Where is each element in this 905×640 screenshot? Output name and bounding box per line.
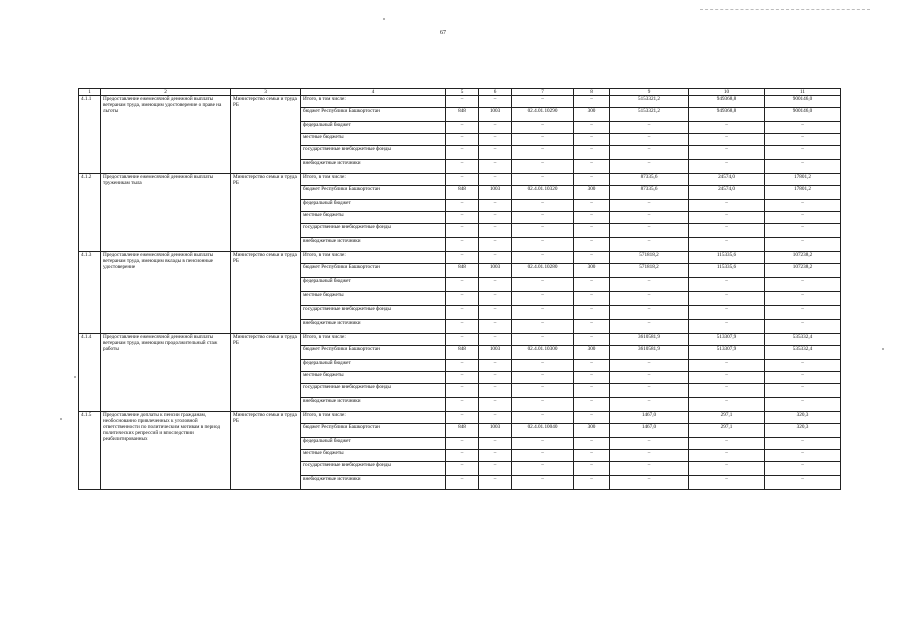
cell-col7: – xyxy=(512,372,574,384)
scan-speck xyxy=(882,348,884,350)
funding-source: государственные внебюджетные фонды xyxy=(301,462,446,476)
cell-col10: – xyxy=(689,320,765,334)
measure-executor: Министерство семьи и труда РБ xyxy=(231,412,301,490)
cell-col8: – xyxy=(574,320,610,334)
column-header: 10 xyxy=(689,89,765,96)
cell-col11: 535332,4 xyxy=(765,334,841,346)
cell-col9: 1467,0 xyxy=(610,412,689,424)
cell-col11: 17801,2 xyxy=(765,186,841,200)
funding-source: государственные внебюджетные фонды xyxy=(301,146,446,160)
funding-source: бюджет Республики Башкортостан xyxy=(301,108,446,122)
cell-col8: – xyxy=(574,224,610,238)
cell-col11: 320,3 xyxy=(765,424,841,438)
cell-col9: – xyxy=(610,278,689,292)
cell-col5: – xyxy=(446,384,479,398)
cell-col5: – xyxy=(446,174,479,186)
cell-col11: – xyxy=(765,384,841,398)
cell-col8: – xyxy=(574,238,610,252)
cell-col5: – xyxy=(446,372,479,384)
cell-col8: – xyxy=(574,384,610,398)
table-row xyxy=(79,252,841,264)
cell-col5: 848 xyxy=(446,186,479,200)
cell-col10: 949368,8 xyxy=(689,96,765,108)
cell-col9: – xyxy=(610,122,689,134)
funding-source: бюджет Республики Башкортостан xyxy=(301,186,446,200)
funding-source: федеральный бюджет xyxy=(301,200,446,212)
funding-source: внебюджетные источники xyxy=(301,238,446,252)
cell-col9: – xyxy=(610,200,689,212)
table-row xyxy=(79,96,841,108)
cell-col10: – xyxy=(689,278,765,292)
cell-col6: – xyxy=(479,134,512,146)
cell-col7: – xyxy=(512,306,574,320)
column-header: 5 xyxy=(446,89,479,96)
cell-col6: 1003 xyxy=(479,424,512,438)
cell-col6: – xyxy=(479,252,512,264)
cell-col11: – xyxy=(765,306,841,320)
cell-col6: – xyxy=(479,372,512,384)
measure-executor: Министерство семьи и труда РБ xyxy=(231,252,301,334)
cell-col9: – xyxy=(610,212,689,224)
cell-col8: – xyxy=(574,438,610,450)
cell-col7: – xyxy=(512,292,574,306)
cell-col9: – xyxy=(610,360,689,372)
cell-col7: 02.4.01.10280 xyxy=(512,264,574,278)
cell-col8: 300 xyxy=(574,346,610,360)
cell-col5: – xyxy=(446,438,479,450)
cell-col10: 513307,9 xyxy=(689,346,765,360)
cell-col10: – xyxy=(689,122,765,134)
table-row xyxy=(79,174,841,186)
cell-col5: – xyxy=(446,360,479,372)
cell-col6: – xyxy=(479,384,512,398)
cell-col10: – xyxy=(689,134,765,146)
cell-col5: – xyxy=(446,252,479,264)
funding-source: внебюджетные источники xyxy=(301,320,446,334)
cell-col11: – xyxy=(765,122,841,134)
cell-col11: 535332,4 xyxy=(765,346,841,360)
cell-col9: – xyxy=(610,224,689,238)
cell-col11: – xyxy=(765,372,841,384)
cell-col7: – xyxy=(512,134,574,146)
cell-col10: – xyxy=(689,292,765,306)
cell-col9: – xyxy=(610,476,689,490)
cell-col7: – xyxy=(512,252,574,264)
cell-col10: 949368,8 xyxy=(689,108,765,122)
cell-col9: 87335,6 xyxy=(610,174,689,186)
cell-col7: – xyxy=(512,334,574,346)
cell-col10: – xyxy=(689,476,765,490)
funding-source: внебюджетные источники xyxy=(301,160,446,174)
cell-col11: 900146,0 xyxy=(765,108,841,122)
cell-col5: – xyxy=(446,292,479,306)
cell-col9: – xyxy=(610,372,689,384)
column-header: 9 xyxy=(610,89,689,96)
cell-col5: – xyxy=(446,238,479,252)
cell-col10: – xyxy=(689,438,765,450)
cell-col9: 5153321,2 xyxy=(610,108,689,122)
scan-speck xyxy=(60,418,62,420)
measure-executor: Министерство семьи и труда РБ xyxy=(231,96,301,174)
column-header: 3 xyxy=(231,89,301,96)
cell-col5: – xyxy=(446,146,479,160)
measure-code: 4.1.4 xyxy=(79,334,101,412)
cell-col6: – xyxy=(479,476,512,490)
cell-col9: 1467,0 xyxy=(610,424,689,438)
cell-col10: – xyxy=(689,306,765,320)
cell-col9: 87335,6 xyxy=(610,186,689,200)
cell-col10: – xyxy=(689,238,765,252)
cell-col7: – xyxy=(512,96,574,108)
cell-col5: – xyxy=(446,122,479,134)
cell-col8: 300 xyxy=(574,424,610,438)
funding-source: Итого, в том числе: xyxy=(301,334,446,346)
cell-col8: – xyxy=(574,252,610,264)
cell-col10: – xyxy=(689,146,765,160)
cell-col11: 320,3 xyxy=(765,412,841,424)
cell-col5: – xyxy=(446,224,479,238)
cell-col7: – xyxy=(512,476,574,490)
column-header: 2 xyxy=(101,89,231,96)
funding-source: местные бюджеты xyxy=(301,212,446,224)
cell-col5: – xyxy=(446,334,479,346)
cell-col8: – xyxy=(574,306,610,320)
cell-col11: – xyxy=(765,398,841,412)
measure-name: Предоставление ежемесячной денежной выплаты ветеранам труда, имеющим удостоверение о праве на льготы xyxy=(101,96,231,174)
cell-col8: – xyxy=(574,360,610,372)
funding-source: государственные внебюджетные фонды xyxy=(301,306,446,320)
cell-col7: – xyxy=(512,224,574,238)
cell-col9: – xyxy=(610,450,689,462)
scan-speck xyxy=(74,376,76,378)
cell-col6: – xyxy=(479,334,512,346)
cell-col8: – xyxy=(574,292,610,306)
cell-col9: 571818,2 xyxy=(610,252,689,264)
cell-col11: – xyxy=(765,450,841,462)
column-header: 8 xyxy=(574,89,610,96)
cell-col6: 1003 xyxy=(479,346,512,360)
column-header: 4 xyxy=(301,89,446,96)
cell-col11: – xyxy=(765,278,841,292)
cell-col5: – xyxy=(446,306,479,320)
cell-col6: – xyxy=(479,462,512,476)
cell-col8: – xyxy=(574,412,610,424)
funding-source: федеральный бюджет xyxy=(301,278,446,292)
cell-col7: – xyxy=(512,412,574,424)
cell-col7: – xyxy=(512,212,574,224)
cell-col7: – xyxy=(512,146,574,160)
cell-col8: – xyxy=(574,450,610,462)
column-header: 7 xyxy=(512,89,574,96)
cell-col7: 02.4.01.10320 xyxy=(512,186,574,200)
cell-col5: – xyxy=(446,200,479,212)
cell-col5: – xyxy=(446,160,479,174)
cell-col8: – xyxy=(574,278,610,292)
cell-col9: – xyxy=(610,384,689,398)
cell-col6: – xyxy=(479,278,512,292)
cell-col9: – xyxy=(610,134,689,146)
funding-source: местные бюджеты xyxy=(301,134,446,146)
cell-col9: – xyxy=(610,146,689,160)
funding-source: государственные внебюджетные фонды xyxy=(301,224,446,238)
cell-col7: – xyxy=(512,320,574,334)
funding-source: федеральный бюджет xyxy=(301,438,446,450)
cell-col7: – xyxy=(512,238,574,252)
cell-col6: – xyxy=(479,212,512,224)
cell-col6: – xyxy=(479,160,512,174)
cell-col5: 848 xyxy=(446,424,479,438)
cell-col8: – xyxy=(574,174,610,186)
cell-col7: 02.4.01.10040 xyxy=(512,424,574,438)
cell-col8: – xyxy=(574,212,610,224)
funding-source: бюджет Республики Башкортостан xyxy=(301,424,446,438)
cell-col8: – xyxy=(574,462,610,476)
cell-col6: – xyxy=(479,146,512,160)
cell-col9: 3610581,9 xyxy=(610,334,689,346)
cell-col10: – xyxy=(689,200,765,212)
cell-col11: – xyxy=(765,320,841,334)
cell-col10: – xyxy=(689,384,765,398)
cell-col6: – xyxy=(479,238,512,252)
cell-col6: – xyxy=(479,174,512,186)
cell-col10: 115335,6 xyxy=(689,264,765,278)
table-body xyxy=(79,96,841,490)
cell-col5: – xyxy=(446,450,479,462)
cell-col8: – xyxy=(574,372,610,384)
cell-col5: 848 xyxy=(446,264,479,278)
cell-col5: – xyxy=(446,398,479,412)
cell-col7: – xyxy=(512,438,574,450)
cell-col6: – xyxy=(479,306,512,320)
cell-col11: – xyxy=(765,238,841,252)
cell-col8: 300 xyxy=(574,264,610,278)
cell-col10: – xyxy=(689,398,765,412)
column-header: 1 xyxy=(79,89,101,96)
cell-col7: – xyxy=(512,160,574,174)
measure-executor: Министерство семьи и труда РБ xyxy=(231,334,301,412)
cell-col10: – xyxy=(689,360,765,372)
cell-col10: 297,1 xyxy=(689,412,765,424)
top-scan-line xyxy=(700,9,870,10)
cell-col5: – xyxy=(446,134,479,146)
measure-code: 4.1.5 xyxy=(79,412,101,490)
cell-col11: 900146,0 xyxy=(765,96,841,108)
cell-col9: – xyxy=(610,320,689,334)
cell-col7: – xyxy=(512,360,574,372)
cell-col11: – xyxy=(765,462,841,476)
cell-col7: – xyxy=(512,398,574,412)
cell-col6: – xyxy=(479,360,512,372)
cell-col10: 24574,0 xyxy=(689,186,765,200)
cell-col6: – xyxy=(479,412,512,424)
cell-col10: – xyxy=(689,462,765,476)
measure-name: Предоставление ежемесячной денежной выплаты ветеранам труда, имеющим продолжительный стаж работы xyxy=(101,334,231,412)
cell-col9: – xyxy=(610,238,689,252)
cell-col8: – xyxy=(574,96,610,108)
cell-col5: – xyxy=(446,212,479,224)
funding-source: федеральный бюджет xyxy=(301,360,446,372)
funding-source: Итого, в том числе: xyxy=(301,174,446,186)
cell-col11: – xyxy=(765,200,841,212)
column-header: 6 xyxy=(479,89,512,96)
cell-col7: 02.4.01.10300 xyxy=(512,346,574,360)
cell-col8: – xyxy=(574,134,610,146)
cell-col11: 107238,2 xyxy=(765,252,841,264)
cell-col10: – xyxy=(689,224,765,238)
cell-col9: – xyxy=(610,306,689,320)
cell-col5: – xyxy=(446,96,479,108)
cell-col5: – xyxy=(446,412,479,424)
table-row xyxy=(79,412,841,424)
cell-col10: – xyxy=(689,450,765,462)
funding-source: местные бюджеты xyxy=(301,372,446,384)
cell-col6: – xyxy=(479,292,512,306)
measure-name: Предоставление ежемесячной денежной выплаты ветеранам труда, имеющим вклады в пенсионные удостоверение xyxy=(101,252,231,334)
cell-col6: 1003 xyxy=(479,108,512,122)
cell-col11: – xyxy=(765,212,841,224)
cell-col5: 848 xyxy=(446,346,479,360)
table-row xyxy=(79,334,841,346)
page-number: 67 xyxy=(440,30,446,36)
cell-col10: 297,1 xyxy=(689,424,765,438)
cell-col7: 02.4.01.10290 xyxy=(512,108,574,122)
funding-source: государственные внебюджетные фонды xyxy=(301,384,446,398)
funding-source: местные бюджеты xyxy=(301,450,446,462)
cell-col9: 5153321,2 xyxy=(610,96,689,108)
cell-col6: – xyxy=(479,398,512,412)
cell-col9: 571818,2 xyxy=(610,264,689,278)
cell-col8: – xyxy=(574,146,610,160)
cell-col10: – xyxy=(689,372,765,384)
funding-source: Итого, в том числе: xyxy=(301,252,446,264)
header-row xyxy=(79,89,841,96)
cell-col9: – xyxy=(610,438,689,450)
cell-col7: – xyxy=(512,462,574,476)
cell-col6: – xyxy=(479,320,512,334)
cell-col11: – xyxy=(765,476,841,490)
cell-col11: – xyxy=(765,360,841,372)
cell-col9: – xyxy=(610,462,689,476)
funding-source: бюджет Республики Башкортостан xyxy=(301,264,446,278)
cell-col5: – xyxy=(446,320,479,334)
funding-source: местные бюджеты xyxy=(301,292,446,306)
cell-col8: – xyxy=(574,122,610,134)
funding-source: Итого, в том числе: xyxy=(301,96,446,108)
cell-col7: – xyxy=(512,200,574,212)
cell-col9: – xyxy=(610,160,689,174)
scan-speck xyxy=(383,18,385,20)
cell-col8: – xyxy=(574,476,610,490)
cell-col5: – xyxy=(446,278,479,292)
measure-code: 4.1.3 xyxy=(79,252,101,334)
funding-source: внебюджетные источники xyxy=(301,398,446,412)
cell-col8: – xyxy=(574,200,610,212)
cell-col11: – xyxy=(765,292,841,306)
cell-col11: 17801,2 xyxy=(765,174,841,186)
funding-source: внебюджетные источники xyxy=(301,476,446,490)
cell-col7: – xyxy=(512,384,574,398)
cell-col5: – xyxy=(446,476,479,490)
cell-col11: – xyxy=(765,134,841,146)
cell-col11: – xyxy=(765,146,841,160)
cell-col11: – xyxy=(765,224,841,238)
cell-col9: – xyxy=(610,398,689,412)
measure-name: Предоставление ежемесячной денежной выплаты труженикам тыла xyxy=(101,174,231,252)
cell-col6: 1003 xyxy=(479,264,512,278)
measure-code: 4.1.1 xyxy=(79,96,101,174)
cell-col6: – xyxy=(479,224,512,238)
budget-table xyxy=(78,88,841,490)
cell-col8: 300 xyxy=(574,186,610,200)
cell-col6: 1003 xyxy=(479,186,512,200)
cell-col8: 300 xyxy=(574,108,610,122)
cell-col11: – xyxy=(765,160,841,174)
cell-col6: – xyxy=(479,200,512,212)
measure-executor: Министерство семьи и труда РБ xyxy=(231,174,301,252)
funding-source: федеральный бюджет xyxy=(301,122,446,134)
cell-col11: 107238,2 xyxy=(765,264,841,278)
cell-col6: – xyxy=(479,96,512,108)
cell-col7: – xyxy=(512,174,574,186)
measure-name: Предоставление доплаты к пенсии гражданам, необоснованно привлеченных к уголовной ответственности по политическим мотивам в период политических репрессий и впоследствии реабилитированных xyxy=(101,412,231,490)
funding-source: бюджет Республики Башкортостан xyxy=(301,346,446,360)
funding-source: Итого, в том числе: xyxy=(301,412,446,424)
cell-col6: – xyxy=(479,450,512,462)
cell-col8: – xyxy=(574,160,610,174)
cell-col11: – xyxy=(765,438,841,450)
cell-col10: 24574,0 xyxy=(689,174,765,186)
cell-col8: – xyxy=(574,398,610,412)
cell-col10: 115335,6 xyxy=(689,252,765,264)
cell-col10: – xyxy=(689,212,765,224)
cell-col5: – xyxy=(446,462,479,476)
cell-col10: – xyxy=(689,160,765,174)
cell-col5: 848 xyxy=(446,108,479,122)
cell-col9: – xyxy=(610,292,689,306)
cell-col7: – xyxy=(512,122,574,134)
cell-col6: – xyxy=(479,122,512,134)
cell-col8: – xyxy=(574,334,610,346)
cell-col7: – xyxy=(512,450,574,462)
column-header: 11 xyxy=(765,89,841,96)
cell-col10: 513307,9 xyxy=(689,334,765,346)
measure-code: 4.1.2 xyxy=(79,174,101,252)
cell-col9: 3610581,9 xyxy=(610,346,689,360)
cell-col7: – xyxy=(512,278,574,292)
cell-col6: – xyxy=(479,438,512,450)
